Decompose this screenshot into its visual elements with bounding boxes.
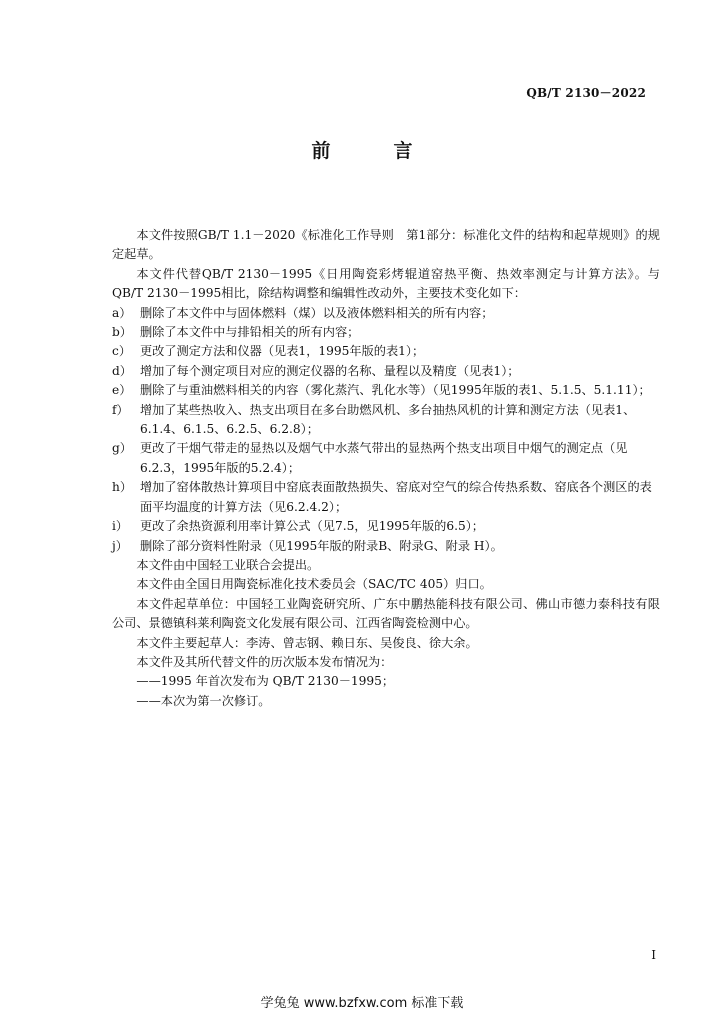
list-marker: e） xyxy=(112,383,132,398)
list-item xyxy=(112,342,660,361)
statement-drafting-units: 本文件起草单位：中国轻工业陶瓷研究所、广东中鹏热能科技有限公司、佛山市德力泰科技有限公司、景德镇科莱利陶瓷文化发展有限公司、江西省陶瓷检测中心。 xyxy=(112,596,660,631)
list-item xyxy=(112,304,660,323)
list-marker: f） xyxy=(112,402,129,417)
list-item xyxy=(112,362,660,381)
list-item xyxy=(112,439,660,478)
list-item xyxy=(112,537,660,556)
statement-proposer: 本文件由中国轻工业联合会提出。 xyxy=(136,557,320,572)
list-item-text: 删除了部分资料性附录（见1995年版的附录B、附录G、附录 H）。 xyxy=(140,538,503,553)
list-marker: j） xyxy=(112,538,128,553)
list-item-text: 更改了测定方法和仪器（见表1，1995年版的表1）； xyxy=(140,344,425,359)
page-number: I xyxy=(651,948,656,962)
list-item-text: 删除了本文件中与排铅相关的所有内容； xyxy=(140,325,360,340)
list-item-text: 增加了每个测定项目对应的测定仪器的名称、量程以及精度（见表1）； xyxy=(140,363,520,378)
footer-watermark: 学兔兔 www.bzfxw.com 标准下载 xyxy=(260,996,464,1011)
statement-history-intro: 本文件及其所代替文件的历次版本发布情况为： xyxy=(136,654,393,669)
paragraph-replacement: 本文件代替QB/T 2130－1995《日用陶瓷彩烤辊道窑热平衡、热效率测定与计算方法》。与QB/T 2130－1995相比，除结构调整和编辑性改动外，主要技术变化如下： xyxy=(112,266,660,301)
list-item-text: 更改了余热资源利用率计算公式（见7.5，见1995年版的6.5）； xyxy=(140,519,484,534)
list-marker: c） xyxy=(112,344,132,359)
list-marker: d） xyxy=(112,363,132,378)
paragraph-drafting-rule: 本文件按照GB/T 1.1－2020《标准化工作导则 第1部分：标准化文件的结构和起草规则》的规定起草。 xyxy=(112,228,660,262)
standard-code: QB/T 2130－2022 xyxy=(526,86,646,100)
statement-history-current: ——本次为第一次修订。 xyxy=(136,693,271,708)
list-marker: i） xyxy=(112,519,129,534)
list-item xyxy=(112,381,660,400)
list-item xyxy=(112,478,660,517)
list-marker: g） xyxy=(112,441,132,456)
list-marker: b） xyxy=(112,325,132,340)
list-item-text: 增加了某些热收入、热支出项目在多台助燃风机、多台抽热风机的计算和测定方法（见表1、6.1.4、6.1.5、6.2.5、6.2.8）； xyxy=(140,402,636,437)
statement-drafters: 本文件主要起草人：李涛、曾志钢、赖日东、吴俊良、徐大余。 xyxy=(136,635,478,650)
statement-history-1995: ——1995 年首次发布为 QB/T 2130－1995； xyxy=(136,674,395,689)
list-item xyxy=(112,323,660,342)
list-marker: a） xyxy=(112,305,132,320)
list-marker: h） xyxy=(112,480,133,495)
list-item xyxy=(112,517,660,536)
list-item-text: 删除了与重油燃料相关的内容（雾化蒸汽、乳化水等）（见1995年版的表1、5.1.5、5.1.11）； xyxy=(140,383,651,398)
statement-committee: 本文件由全国日用陶瓷标准化技术委员会（SAC/TC 405）归口。 xyxy=(136,577,492,592)
changes-list xyxy=(112,304,660,556)
list-item-text: 增加了窑体散热计算项目中窑底表面散热损失、窑底对空气的综合传热系数、窑底各个测区的表面平均温度的计算方法（见6.2.4.2）； xyxy=(140,480,652,514)
page-title: 前 言 xyxy=(311,140,435,162)
list-item-text: 更改了干烟气带走的显热以及烟气中水蒸气带出的显热两个热支出项目中烟气的测定点（见6.2.3，1995年版的5.2.4）； xyxy=(140,441,628,475)
foreword-body xyxy=(112,226,660,711)
list-item-text: 删除了本文件中与固体燃料（煤）以及液体燃料相关的所有内容； xyxy=(140,305,494,320)
list-item xyxy=(112,401,660,440)
